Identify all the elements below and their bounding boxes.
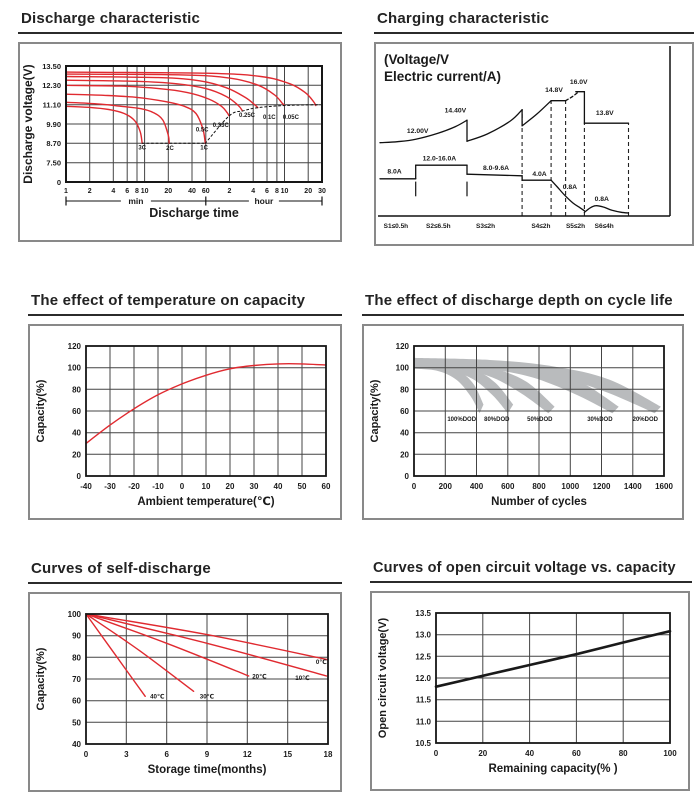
svg-text:30: 30 (249, 482, 259, 491)
svg-text:14.8V: 14.8V (545, 87, 563, 95)
chart-card-charging (374, 8, 694, 251)
discharge-chart (20, 44, 340, 240)
svg-text:0: 0 (179, 482, 185, 491)
series (66, 72, 316, 143)
svg-text:30%DOD: 30%DOD (587, 416, 613, 423)
svg-text:13.8V: 13.8V (595, 110, 614, 118)
dod-cycle-life-chart (364, 326, 682, 518)
x-axis-tick-labels (80, 482, 331, 491)
svg-text:80: 80 (618, 749, 628, 758)
svg-text:-30: -30 (104, 482, 116, 491)
svg-text:S5≤2h: S5≤2h (565, 223, 586, 230)
svg-text:Capacity(%): Capacity(%) (35, 647, 47, 711)
svg-text:20%DOD: 20%DOD (632, 416, 658, 423)
x-axis-title (491, 496, 587, 508)
svg-text:13.0: 13.0 (415, 630, 431, 640)
svg-text:0: 0 (56, 177, 61, 187)
svg-text:7.50: 7.50 (46, 158, 61, 168)
svg-text:80%DOD: 80%DOD (484, 416, 510, 423)
x-axis-title (137, 496, 274, 508)
time-unit-brackets (66, 195, 322, 206)
svg-text:S6≤4h: S6≤4h (594, 223, 614, 230)
svg-text:8.0A: 8.0A (387, 168, 402, 176)
svg-text:10: 10 (280, 188, 289, 195)
svg-text:0.1C: 0.1C (262, 115, 276, 122)
svg-text:12: 12 (242, 750, 252, 759)
svg-text:50: 50 (72, 718, 81, 728)
chart-card-dod (362, 290, 684, 525)
svg-text:0.8A: 0.8A (594, 196, 609, 204)
svg-text:20: 20 (225, 482, 235, 491)
svg-text:40℃: 40℃ (150, 693, 165, 701)
chart-card-ocv (370, 558, 692, 796)
svg-text:60: 60 (201, 188, 210, 195)
svg-text:60: 60 (72, 696, 81, 706)
chart-title-dod: The effect of discharge depth on cycle life (362, 290, 684, 316)
svg-text:Number of cycles: Number of cycles (491, 496, 587, 508)
header-text (384, 52, 501, 84)
x-axis-title (488, 763, 617, 775)
svg-text:11.10: 11.10 (42, 100, 61, 110)
svg-text:hour: hour (254, 196, 274, 206)
svg-text:Discharge voltage(V): Discharge voltage(V) (21, 64, 35, 184)
chart-title-temperature: The effect of temperature on capacity (28, 290, 342, 316)
chart-panel-dod (362, 324, 684, 520)
svg-text:40: 40 (273, 482, 283, 491)
svg-text:6: 6 (265, 188, 269, 195)
dod-bands (414, 358, 661, 413)
svg-text:10: 10 (140, 188, 149, 195)
chart-card-self-discharge (28, 558, 342, 797)
x-axis-tick-labels (412, 482, 674, 491)
svg-text:8.0-9.6A: 8.0-9.6A (482, 165, 510, 173)
svg-text:Open circuit voltage(V): Open circuit voltage(V) (377, 617, 389, 739)
svg-text:4: 4 (251, 188, 256, 195)
charging-chart (376, 44, 692, 244)
svg-text:15: 15 (283, 750, 293, 759)
svg-text:9: 9 (204, 750, 210, 759)
chart-panel-temperature (28, 324, 342, 520)
current-curve (380, 165, 629, 213)
chart-panel-charging (374, 42, 694, 246)
y-axis-title (377, 617, 389, 738)
chart-title-ocv: Curves of open circuit voltage vs. capacity (370, 558, 692, 583)
svg-text:0.8A: 0.8A (562, 183, 578, 191)
svg-text:0.25C: 0.25C (238, 112, 256, 119)
svg-text:20: 20 (164, 188, 173, 195)
svg-text:400: 400 (469, 482, 484, 491)
svg-text:S3≤2h: S3≤2h (476, 223, 496, 230)
chart-panel-ocv (370, 591, 690, 791)
svg-text:40: 40 (400, 428, 409, 438)
y-axis-tick-labels (396, 342, 410, 481)
y-axis-title (35, 647, 47, 710)
stage-labels (384, 223, 614, 230)
x-axis-title (149, 206, 239, 220)
svg-text:10: 10 (201, 482, 211, 491)
svg-text:0: 0 (83, 750, 89, 759)
svg-text:0: 0 (76, 472, 81, 481)
svg-text:60: 60 (571, 749, 581, 758)
value-labels (387, 79, 614, 203)
svg-text:50%DOD: 50%DOD (527, 416, 553, 423)
svg-text:100: 100 (67, 610, 81, 619)
svg-text:0.05C: 0.05C (282, 115, 299, 122)
svg-text:40: 40 (188, 188, 196, 195)
svg-text:30: 30 (318, 188, 326, 195)
chart-card-temperature (28, 290, 342, 525)
svg-text:12.0-16.0A: 12.0-16.0A (422, 155, 457, 163)
svg-text:8: 8 (274, 188, 279, 195)
svg-text:-10: -10 (152, 482, 164, 491)
y-axis-tick-labels (42, 62, 61, 187)
chart-title-discharge: Discharge characteristic (18, 8, 342, 34)
svg-text:90: 90 (72, 631, 81, 641)
svg-text:600: 600 (501, 482, 515, 491)
svg-text:2: 2 (87, 188, 92, 195)
grid (66, 66, 322, 182)
chart-panel-discharge (18, 42, 342, 242)
svg-text:1400: 1400 (623, 482, 642, 491)
svg-text:12.5: 12.5 (415, 652, 431, 662)
curve-labels (150, 659, 327, 701)
x-axis-tick-labels (84, 750, 333, 759)
x-axis-title (148, 764, 267, 776)
svg-text:2: 2 (227, 188, 232, 195)
svg-text:2C: 2C (166, 145, 174, 152)
svg-text:30℃: 30℃ (199, 693, 215, 701)
svg-text:40: 40 (525, 749, 535, 758)
svg-text:Remaining capacity(% ): Remaining capacity(% ) (488, 763, 618, 775)
chart-title-self-discharge: Curves of self-discharge (28, 558, 342, 584)
svg-text:20℃: 20℃ (252, 673, 267, 681)
y-axis-tick-labels (68, 342, 82, 481)
svg-text:11.5: 11.5 (415, 695, 431, 705)
svg-text:0.33C: 0.33C (212, 123, 229, 130)
y-axis-title (369, 379, 381, 442)
y-axis-tick-labels (68, 610, 82, 749)
svg-text:120: 120 (395, 342, 409, 351)
svg-text:8.70: 8.70 (46, 139, 61, 149)
svg-text:60: 60 (400, 407, 409, 416)
grid (86, 346, 326, 476)
svg-text:(Voltage/V: (Voltage/V (384, 52, 450, 67)
chart-card-discharge (18, 8, 342, 247)
svg-text:12.00V: 12.00V (406, 128, 429, 136)
svg-text:1000: 1000 (561, 482, 580, 491)
svg-text:18: 18 (323, 750, 333, 759)
svg-text:Storage time(months): Storage time(months) (147, 764, 267, 776)
svg-text:-20: -20 (128, 482, 140, 491)
svg-text:1C: 1C (200, 145, 208, 152)
y-axis-title (35, 379, 47, 442)
svg-text:8: 8 (135, 188, 139, 195)
svg-text:6: 6 (125, 188, 130, 195)
svg-text:Capacity(%): Capacity(%) (369, 379, 381, 443)
svg-text:10.5: 10.5 (415, 739, 431, 748)
svg-text:1: 1 (64, 188, 68, 195)
svg-text:9.90: 9.90 (46, 119, 61, 129)
svg-text:100: 100 (67, 363, 81, 373)
svg-text:6: 6 (164, 750, 169, 759)
svg-text:16.0V: 16.0V (569, 79, 588, 86)
svg-text:3: 3 (124, 750, 129, 759)
y-axis-tick-labels (415, 609, 431, 748)
svg-text:Ambient temperature(℃): Ambient temperature(℃) (137, 496, 275, 508)
svg-text:S1≤0.5h: S1≤0.5h (383, 223, 409, 230)
self-discharge-chart (30, 594, 340, 790)
svg-text:13.5: 13.5 (415, 609, 431, 618)
svg-text:0: 0 (433, 749, 439, 758)
svg-text:60: 60 (72, 407, 81, 416)
svg-text:3C: 3C (138, 145, 147, 152)
svg-text:0: 0 (404, 472, 409, 481)
svg-text:200: 200 (438, 482, 452, 491)
svg-text:0℃: 0℃ (315, 658, 327, 666)
svg-text:Discharge time: Discharge time (149, 206, 239, 220)
svg-text:20: 20 (400, 450, 409, 460)
svg-text:50: 50 (297, 482, 307, 491)
svg-text:1600: 1600 (655, 482, 673, 491)
svg-text:80: 80 (72, 385, 81, 395)
svg-text:4: 4 (111, 188, 116, 195)
svg-text:80: 80 (400, 385, 409, 395)
svg-text:10℃: 10℃ (295, 675, 310, 683)
svg-text:4.0A: 4.0A (532, 170, 547, 178)
svg-text:800: 800 (532, 482, 546, 491)
svg-text:12.0: 12.0 (415, 674, 431, 683)
svg-text:20: 20 (478, 749, 488, 758)
grid (86, 614, 328, 744)
svg-text:80: 80 (72, 653, 81, 663)
chart-title-charging: Charging characteristic (374, 8, 694, 34)
svg-text:100: 100 (395, 363, 409, 373)
svg-text:100%DOD: 100%DOD (447, 416, 477, 423)
dod-band-labels (447, 417, 658, 423)
svg-text:1200: 1200 (592, 482, 611, 491)
svg-text:120: 120 (67, 342, 81, 351)
svg-text:min: min (128, 196, 144, 206)
y-axis-title (21, 64, 35, 183)
ocv-capacity-chart (372, 593, 688, 789)
svg-text:S2≤6.5h: S2≤6.5h (426, 223, 451, 230)
x-axis-tick-labels (64, 188, 326, 195)
svg-text:11.0: 11.0 (415, 717, 431, 727)
svg-text:70: 70 (72, 675, 81, 684)
svg-text:0.5C: 0.5C (195, 127, 209, 134)
svg-text:20: 20 (72, 450, 81, 460)
svg-text:13.50: 13.50 (42, 61, 61, 71)
svg-text:-40: -40 (80, 482, 92, 491)
svg-text:14.40V: 14.40V (444, 107, 467, 115)
svg-text:Capacity(%): Capacity(%) (35, 379, 47, 443)
svg-text:Electric current/A): Electric current/A) (384, 69, 502, 84)
svg-text:40: 40 (72, 428, 81, 438)
svg-text:0: 0 (411, 482, 417, 491)
svg-text:20: 20 (304, 188, 313, 195)
temperature-capacity-chart (30, 326, 340, 518)
chart-panel-self-discharge (28, 592, 342, 792)
svg-text:S4≤2h: S4≤2h (531, 223, 551, 230)
svg-text:60: 60 (321, 482, 331, 491)
svg-text:40: 40 (72, 740, 81, 749)
x-axis-tick-labels (434, 749, 677, 758)
svg-text:100: 100 (663, 749, 677, 758)
svg-text:12.30: 12.30 (42, 81, 61, 91)
